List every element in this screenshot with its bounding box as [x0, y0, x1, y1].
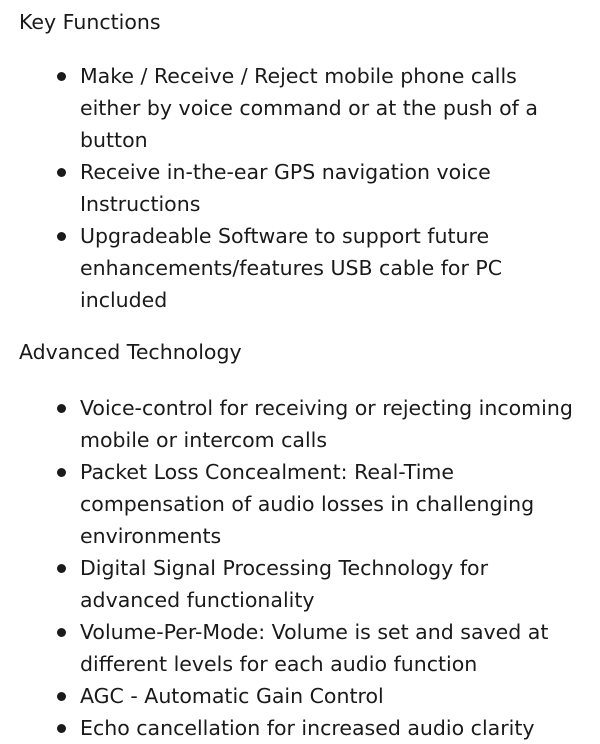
list-item: [19, 616, 582, 680]
section-heading-key-functions: Key Functions: [19, 10, 161, 34]
list-item: [19, 456, 582, 552]
list-item-text: Receive in-the-ear GPS navigation voice Instructions: [80, 160, 491, 216]
list-item-text: AGC - Automatic Gain Control: [80, 684, 384, 708]
bullet-icon: [57, 404, 66, 413]
list-item: [19, 392, 582, 456]
list-item: [19, 156, 582, 220]
list-item-text: Make / Receive / Reject mobile phone calls either by voice command or at the push of a button: [80, 64, 538, 152]
list-item: [19, 712, 582, 744]
bullet-icon: [57, 72, 66, 81]
bullet-icon: [57, 168, 66, 177]
bullet-icon: [57, 564, 66, 573]
list-item: [19, 680, 582, 712]
advanced-technology-list: [19, 392, 582, 744]
bullet-icon: [57, 468, 66, 477]
bullet-icon: [57, 692, 66, 701]
list-item-text: Packet Loss Concealment: Real-Time compensation of audio losses in challenging environments: [80, 460, 535, 548]
list-item: [19, 552, 582, 616]
list-item: [19, 220, 582, 316]
bullet-icon: [57, 232, 66, 241]
list-item-text: Echo cancellation for increased audio clarity: [80, 716, 535, 740]
list-item: [19, 60, 582, 156]
bullet-icon: [57, 628, 66, 637]
list-item-text: Digital Signal Processing Technology for advanced functionality: [80, 556, 489, 612]
list-item-text: Volume-Per-Mode: Volume is set and saved at different levels for each audio function: [80, 620, 549, 676]
key-functions-list: [19, 60, 582, 316]
bullet-icon: [57, 724, 66, 733]
section-heading-advanced-technology: Advanced Technology: [19, 340, 242, 364]
list-item-text: Upgradeable Software to support future enhancements/features USB cable for PC included: [80, 224, 503, 312]
list-item-text: Voice-control for receiving or rejecting incoming mobile or intercom calls: [80, 396, 573, 452]
